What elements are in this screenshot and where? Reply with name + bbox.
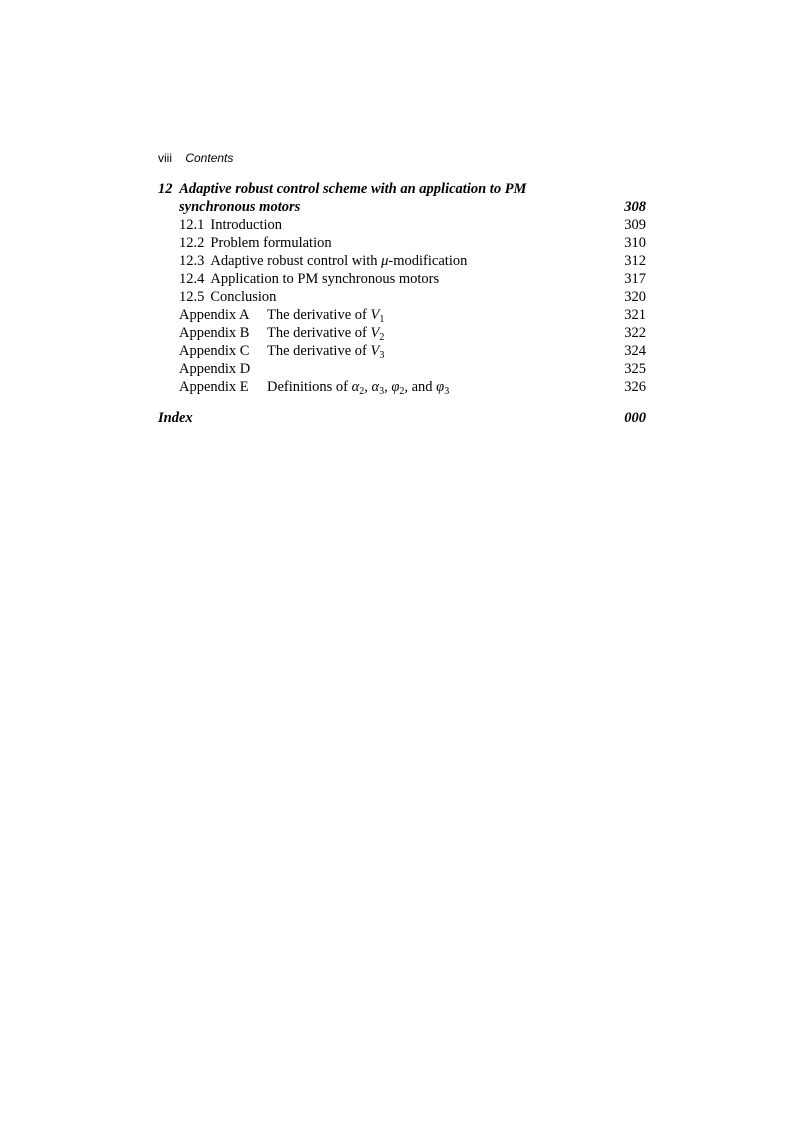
appendix-label: Appendix B: [179, 325, 250, 341]
section-title-pre: Adaptive robust control with: [210, 253, 382, 269]
table-of-contents: [158, 180, 646, 427]
chapter-title-line1: Adaptive robust control scheme with an application to PM: [179, 181, 527, 197]
running-head-title: Contents: [185, 151, 234, 165]
toc-section-12-1[interactable]: [158, 216, 646, 234]
appendix-page-number: 324: [624, 343, 646, 359]
toc-section-12-4[interactable]: [158, 270, 646, 288]
chapter-title-line2: synchronous motors: [179, 199, 301, 215]
appendix-title-pre: The derivative of: [267, 307, 371, 323]
toc-section-12-3[interactable]: [158, 252, 646, 270]
section-number: 12.3: [179, 253, 205, 269]
separator: ,: [384, 379, 392, 395]
toc-appendix-b[interactable]: [158, 324, 646, 342]
toc-chapter-12[interactable]: [158, 180, 646, 198]
section-page-number: 312: [624, 253, 646, 269]
section-title: Introduction: [210, 217, 283, 233]
appendix-page-number: 326: [624, 379, 646, 395]
section-page-number: 310: [624, 235, 646, 251]
subscript: 3: [444, 386, 450, 397]
subscript: 3: [379, 350, 385, 361]
section-page-number: 309: [624, 217, 646, 233]
separator: ,: [364, 379, 372, 395]
running-head: [158, 150, 233, 166]
index-page-number: 000: [624, 410, 646, 426]
section-title: Conclusion: [210, 289, 277, 305]
appendix-page-number: 325: [624, 361, 646, 377]
subscript: 2: [359, 386, 365, 397]
v-symbol: V: [370, 307, 380, 323]
alpha-symbol: α: [351, 379, 360, 395]
appendix-label: Appendix A: [179, 307, 250, 323]
appendix-label: Appendix C: [179, 343, 250, 359]
page-folio: viii: [158, 151, 172, 165]
toc-index[interactable]: [158, 409, 646, 427]
toc-appendix-e[interactable]: [158, 378, 646, 396]
phi-symbol: φ: [436, 379, 445, 395]
section-page-number: 320: [624, 289, 646, 305]
toc-section-12-2[interactable]: [158, 234, 646, 252]
toc-appendix-d[interactable]: [158, 360, 646, 378]
toc-section-12-5[interactable]: [158, 288, 646, 306]
toc-appendix-c[interactable]: [158, 342, 646, 360]
section-title: Application to PM synchronous motors: [210, 271, 440, 287]
phi-symbol: φ: [391, 379, 400, 395]
section-title-post: -modification: [388, 253, 468, 269]
section-number: 12.2: [179, 235, 205, 251]
section-number: 12.4: [179, 271, 205, 287]
subscript: 2: [379, 332, 385, 343]
alpha-symbol: α: [371, 379, 380, 395]
appendix-title-pre: The derivative of: [267, 343, 371, 359]
spacer: [158, 396, 646, 409]
subscript: 2: [399, 386, 405, 397]
section-number: 12.5: [179, 289, 205, 305]
mu-symbol: μ: [381, 253, 389, 269]
separator: , and: [404, 379, 437, 395]
appendix-label: Appendix E: [179, 379, 249, 395]
v-symbol: V: [370, 343, 380, 359]
appendix-label: Appendix D: [179, 361, 251, 377]
section-title: Problem formulation: [210, 235, 332, 251]
appendix-title-pre: The derivative of: [267, 325, 371, 341]
chapter-page-number: 308: [624, 199, 646, 215]
toc-appendix-a[interactable]: [158, 306, 646, 324]
toc-chapter-12-line2: [158, 198, 646, 216]
chapter-number: 12: [158, 181, 173, 197]
appendix-page-number: 322: [624, 325, 646, 341]
section-page-number: 317: [624, 271, 646, 287]
appendix-title-pre: Definitions of: [267, 379, 352, 395]
appendix-page-number: 321: [624, 307, 646, 323]
subscript: 1: [379, 314, 385, 325]
index-label: Index: [158, 410, 193, 426]
section-number: 12.1: [179, 217, 205, 233]
subscript: 3: [379, 386, 385, 397]
v-symbol: V: [370, 325, 380, 341]
